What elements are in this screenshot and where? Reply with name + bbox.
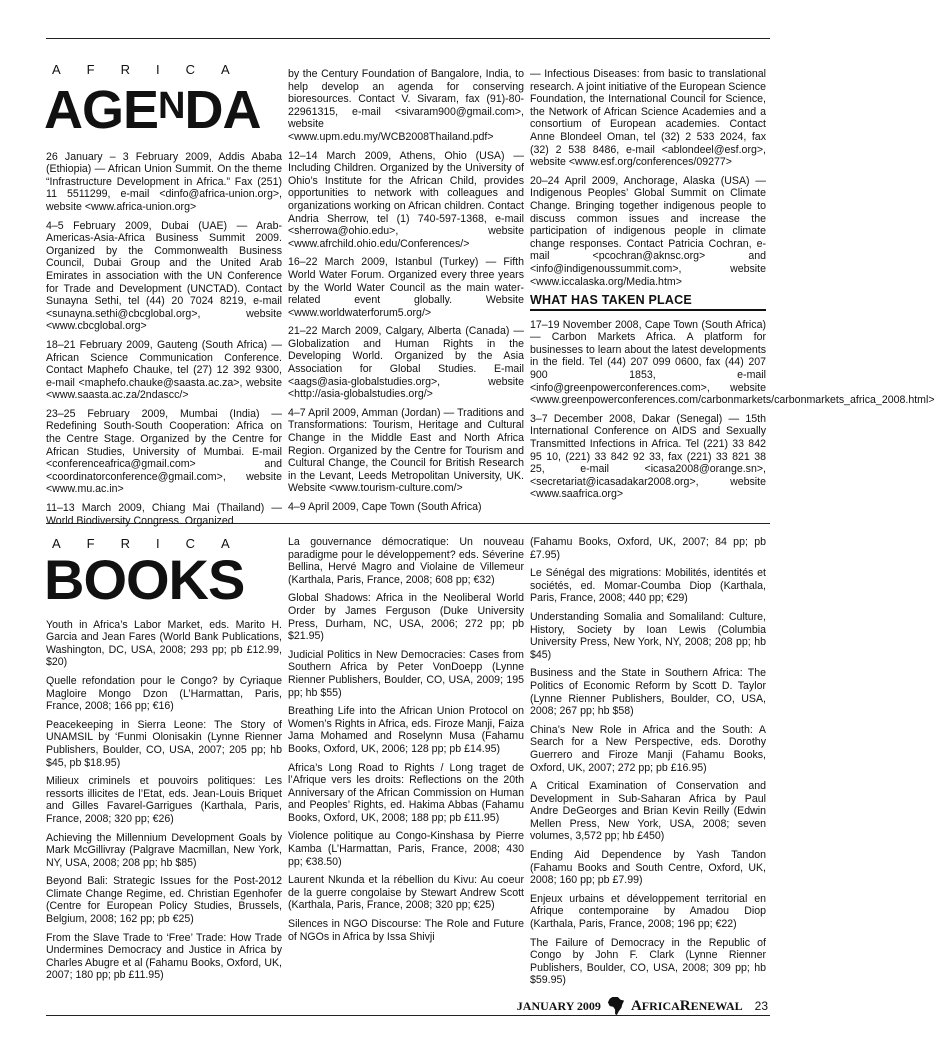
agenda-brand-small: AFRICA xyxy=(52,62,256,77)
agenda-entry: 16–22 March 2009, Istanbul (Turkey) — Fifth World Water Forum. Organized every three years by the World Water Council as the main water-related event globally. Website <www.worldwaterforum5.org/> xyxy=(288,256,524,319)
past-events-heading: WHAT HAS TAKEN PLACE xyxy=(530,294,766,311)
agenda-entry: by the Century Foundation of Bangalore, India, to help develop an agenda for conserving bioresources. Contact V. Sivaram, fax (91)-80-22961315, e-mail <sivaram900@gmail.com>, website <www.upm.edu.my/WCB2008Thailand.pdf> xyxy=(288,68,524,143)
past-event-entry: 3–7 December 2008, Dakar (Senegal) — 15th International Conference on AIDS and Sexually Transmitted Infections in Africa. Tel (221) 33 842 95 10, (221) 33 842 92 33, fax (221) 33 821 38 25, e-mail <icasa2008@orange.sn>, <secretariat@icasadakar2008.org>, website <www.saafrica.org> xyxy=(530,412,766,501)
book-entry: Business and the State in Southern Africa: The Politics of Economic Reform by Scott D. Taylor (Lynne Rienner Publishers, Boulder, CO, USA, 2008; 267 pp; hb $58) xyxy=(530,667,766,718)
books-brand-small: AFRICA xyxy=(52,536,256,551)
past-event-entry: 17–19 November 2008, Cape Town (South Africa) — Carbon Markets Africa. A platform for businesses to learn about the latest developments in the field. Tel (44) 207 099 0600, fax (44) 207 900 1853, e-mail <info@greenpowerconferences.com>, website <www.greenpowerconferences.com/carbonmarkets/carbonmarkets_africa_2008.html> xyxy=(530,318,935,407)
agenda-title-part-2: N xyxy=(158,84,185,127)
books-brand-title: BOOKS xyxy=(44,547,245,611)
agenda-entry: 11–13 March 2009, Chiang Mai (Thailand) — World Biodiversity Congress. Organized xyxy=(46,502,282,527)
book-entry: A Critical Examination of Conservation and Development in Sub-Saharan Africa by Paul Andre DeGeorges and Brian Kevin Reilly (Edwin Mellen Press, New York, USA, 2008; seven volumes, 3,572 pp; hb £450) xyxy=(530,780,766,843)
book-entry: Understanding Somalia and Somaliland: Culture, History, Society by Ioan Lewis (Columbia University Press, New York, NY, 2008; 208 pp; hb $45) xyxy=(530,610,766,661)
agenda-entry: 12–14 March 2009, Athens, Ohio (USA) — Including Children. Organized by the University of Ohio’s Institute for the African Child, provides opportunities to network with colleagues and organizations working on African children. Contact Andria Sherrow, tel (1) 740-597-1368, e-mail <sherrowa@ohio.edu>, website <www.afrchild.ohio.edu/Conferences/> xyxy=(288,149,524,250)
book-entry: China’s New Role in Africa and the South: A Search for a New Perspective, eds. Dorothy Guerrero and Firoze Manji (Fahamu Books, Oxford, UK, 2007; 272 pp; pb £16.95) xyxy=(530,723,766,774)
magazine-name-r: R xyxy=(679,997,691,1014)
book-entry: The Failure of Democracy in the Republic of Congo by John F. Clark (Lynne Rienner Publishers, Boulder, CO, USA, 2008; 309 pp; hb $59.95) xyxy=(530,936,766,987)
agenda-entry: 21–22 March 2009, Calgary, Alberta (Canada) — Globalization and Human Rights in the Developing World. Organized by the Asia Association for Global Studies. E-mail <aags@asia-globalstudies.org>, website <http://asia-globalstudies.org/> xyxy=(288,325,524,401)
book-entry: Judicial Politics in New Democracies: Cases from Southern Africa by Peter VonDoepp (Lynne Rienner Publishers, Boulder, CO, USA, 2009; 195 pp; hb $55) xyxy=(288,648,524,699)
book-entry: Beyond Bali: Strategic Issues for the Post-2012 Climate Change Regime, ed. Christian Egenhofer (Centre for European Policy Studies, Brussels, Belgium, 2008; 162 pp; pb €25) xyxy=(46,875,282,926)
agenda-column-3 xyxy=(530,68,935,507)
issue-date: JANUARY 2009 xyxy=(516,998,601,1013)
agenda-entry: 20–24 April 2009, Anchorage, Alaska (USA) — Indigenous Peoples’ Global Summit on Climate Change. Bringing together indigenous people to discuss common issues and increase the participation of indigenous people in climate change responses. Contact Patricia Cochran, e-mail <pcochran@aknsc.org> and <info@indigenoussummit.com>, website <www.iccalaska.org/Media.htm> xyxy=(530,174,766,288)
book-entry: Enjeux urbains et développement territorial en Afrique contemporaine by Amadou Diop (Karthala, Paris, France, 2008; 196 pp; €22) xyxy=(530,892,766,931)
agenda-entry: 4–7 April 2009, Amman (Jordan) — Traditions and Transformations: Tourism, Heritage and Cultural Change in the Middle East and North Africa Region. Organized by the Centre for Tourism and Cultural Change, the Council for British Research in the Levant, Leeds Metropolitan University, UK. Website <www.tourism-culture.com/> xyxy=(288,406,524,495)
magazine-name-frica: FRICA xyxy=(641,998,680,1013)
agenda-entry: 26 January – 3 February 2009, Addis Ababa (Ethiopia) — African Union Summit. On the theme “Infrastructure Development in Africa.” Fax (251) 11 5511299, e-mail <dinfo@africa-union.org>, website <www.africa-union.org> xyxy=(46,150,282,213)
book-entry: Le Sénégal des migrations: Mobilités, identités et sociétés, ed. Momar-Coumba Diop (Karthala, Paris, France, 2008; 440 pp; €29) xyxy=(530,567,766,605)
book-entry: Peacekeeping in Sierra Leone: The Story of UNAMSIL by ‘Funmi Olonisakin (Lynne Rienner Publishers, Boulder, CO, USA, 2007; 205 pp; hb $45, pb $18.95) xyxy=(46,718,282,769)
magazine-name-enewal: ENEWAL xyxy=(690,998,743,1013)
books-column-2 xyxy=(288,536,524,949)
book-entry: Africa’s Long Road to Rights / Long traget de l’Afrique vers les droits: Reflections on the 20th Anniversary of the African Commission on Human and Peoples’ Rights, ed. Hakima Abbas (Fahamu Books, Oxford, UK, 2008; 188 pp; pb £11.95) xyxy=(288,761,524,824)
agenda-title-part-1: AGE xyxy=(44,79,159,140)
book-entry: Silences in NGO Discourse: The Role and Future of NGOs in Africa by Issa Shivji xyxy=(288,918,524,943)
book-entry: Violence politique au Congo-Kinshasa by Pierre Kamba (L’Harmattan, Paris, France, 2008; 430 pp; €38.50) xyxy=(288,830,524,868)
books-column-3 xyxy=(530,536,766,993)
agenda-entry: 4–9 April 2009, Cape Town (South Africa) xyxy=(288,501,482,513)
book-entry: La gouvernance démocratique: Un nouveau paradigme pour le développement? eds. Séverine Bellina, Hervé Magro and Violaine de Villemeur (Karthala, Paris, France, 2008; 608 pp; €32) xyxy=(288,536,524,586)
book-entry: Laurent Nkunda et la rébellion du Kivu: Au coeur de la guerre congolaise by Stewart Andrew Scott (Karthala, Paris, France, 2008; 320 pp; €25) xyxy=(288,874,524,912)
book-entry: Breathing Life into the African Union Protocol on Women’s Rights in Africa, eds. Firoze Manji, Faiza Jama Mohamed and Roselynn Musa (Fahamu Books, Oxford, UK, 2006; 128 pp; pb £14.95) xyxy=(288,705,524,755)
book-entry: Youth in Africa’s Labor Market, eds. Marito H. Garcia and Jean Fares (World Bank Publications, Washington, DC, USA, 2008; 293 pp; pb £12.99, $20) xyxy=(46,618,282,669)
page-number: 23 xyxy=(754,999,768,1013)
top-rule xyxy=(46,38,770,39)
agenda-brand-title xyxy=(44,79,282,140)
book-entry: Global Shadows: Africa in the Neoliberal World Order by James Ferguson (Duke University Press, Durham, NC, USA, 2006; 272 pp; pb $21.95) xyxy=(288,592,524,643)
agenda-column-1 xyxy=(46,64,282,533)
agenda-column-2 xyxy=(288,68,524,520)
section-divider xyxy=(46,523,770,524)
book-entry: Ending Aid Dependence by Yash Tandon (Fahamu Books and South Centre, Oxford, UK, 2008; 160 pp; pb £7.99) xyxy=(530,849,766,887)
book-entry: Quelle refondation pour le Congo? by Cyriaque Magloire Mongo Dzon (L’Harmattan, Paris, France, 2008; 166 pp; €16) xyxy=(46,674,282,713)
bottom-rule xyxy=(46,1015,770,1016)
agenda-title-part-3: DA xyxy=(184,79,261,140)
books-column-1 xyxy=(46,538,282,988)
book-entry: Milieux criminels et pouvoirs politiques: Les ressorts illicites de l’Etat, eds. Jean-Louis Briquet and Gilles Favarel-Garrigues (Karthala, Paris, France, 2008; 320 pp; €26) xyxy=(46,775,282,825)
book-entry: Achieving the Millennium Development Goals by Mark McGillivray (Palgrave Macmillan, New York, NY, USA, 2008; 208 pp; hb $85) xyxy=(46,831,282,869)
book-entry: From the Slave Trade to ‘Free’ Trade: How Trade Undermines Democracy and Justice in Africa by Charles Abugre et al (Fahamu Books, Oxford, UK, 2007; 180 pp; pb £11.95) xyxy=(46,931,282,982)
agenda-entry: 18–21 February 2009, Gauteng (South Africa) — African Science Communication Conference. Contact Maphefo Chauke, tel (27) 12 392 9300, e-mail <maphefo.chauke@saasta.ac.za>, website <www.saasta.ac.za/2ndascc/> xyxy=(46,338,282,402)
magazine-name-a: A xyxy=(630,997,642,1014)
page-footer xyxy=(517,996,768,1016)
africa-map-icon xyxy=(607,996,625,1016)
book-entry: (Fahamu Books, Oxford, UK, 2007; 84 pp; pb £7.95) xyxy=(530,536,766,561)
agenda-entry: 4–5 February 2009, Dubai (UAE) — Arab-Americas-Asia-Africa Business Summit 2009. Organized by the Commonwealth Business Council, Dubai Group and the United Arab Emirates in association with the UN Conference for Trade and Development (UNCTAD). Contact Sunayna Sethi, tel (44) 20 7024 8219, e-mail <sunayna.sethi@cbcglobal.org>, website <www.cbcglobal.org> xyxy=(46,219,282,333)
agenda-entry: 23–25 February 2009, Mumbai (India) — Redefining South-South Cooperation: Africa on the Centre Stage. Organized by the Centre for African Studies, University of Mumbai. E-mail <conferenceafrica@gmail.com> and <coordinatorconference@gmail.com>, website <www.mu.ac.in> xyxy=(46,407,282,496)
magazine-name xyxy=(631,998,743,1015)
agenda-entry: — Infectious Diseases: from basic to translational research. A joint initiative of the European Science Foundation, the International Council for Science, the Network of African Science Academies and a consortium of European academies. Contact Anne Blondeel Oman, tel (32) 2 533 2024, fax (32) 2 538 8486, e-mail <ablondeel@esf.org>, website <www.esf.org/conferences/09277> xyxy=(530,68,766,169)
